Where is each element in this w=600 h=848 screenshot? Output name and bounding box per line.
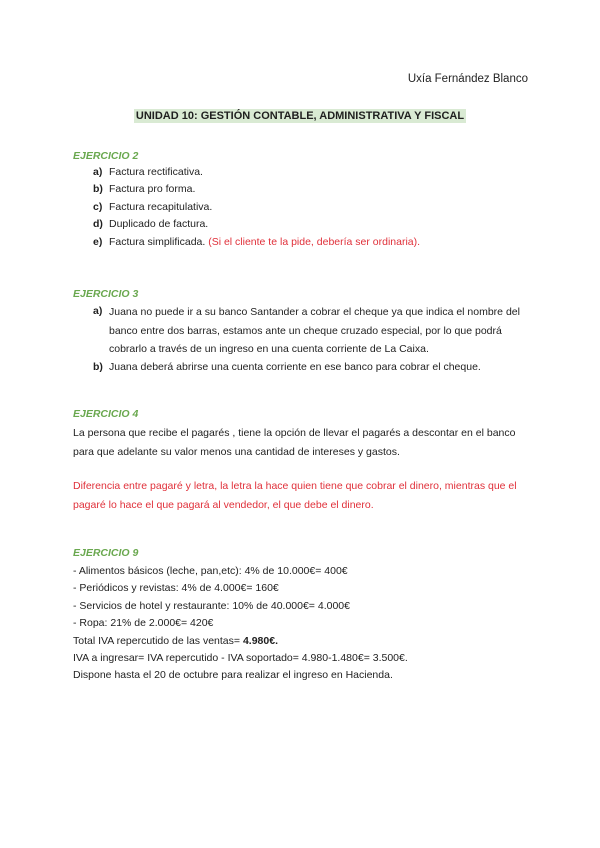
ex9-lines — [73, 563, 523, 685]
ex2-list — [93, 164, 520, 251]
document-title: UNIDAD 10: GESTIÓN CONTABLE, ADMINISTRATIVA Y FISCAL — [135, 110, 465, 122]
list-item: e) Factura simplificada. (Si el cliente te la pide, debería ser ordinaria). — [93, 235, 421, 248]
ex4-note: Diferencia entre pagaré y letra, la letra la hace quien tiene que cobrar el dinero, mientras que el pagaré lo hace el que pagará al vendedor, el que debe el dinero. — [73, 480, 517, 511]
ex9-dispone: Dispone hasta el 20 de octubre para realizar el ingreso en Hacienda. — [73, 669, 393, 682]
list-item: b) Factura pro forma. — [93, 183, 196, 196]
ex3-heading: EJERCICIO 3 — [73, 288, 139, 300]
title-container — [0, 109, 600, 123]
ex9-total: Total IVA repercutido de las ventas= 4.980€. — [73, 634, 278, 647]
ex3-list — [93, 303, 520, 376]
ex9-heading: EJERCICIO 9 — [73, 547, 139, 559]
ex2-heading: EJERCICIO 2 — [73, 150, 139, 162]
ex9-line: - Periódicos y revistas: 4% de 4.000€= 160€ — [73, 582, 279, 595]
ex4-paragraph: La persona que recibe el pagarés , tiene la opción de llevar el pagarés a descontar en el banco para que adelante su valor menos una cantidad de intereses y gastos. — [73, 427, 516, 458]
ex4-heading: EJERCICIO 4 — [73, 408, 139, 420]
list-item: c) Factura recapitulativa. — [93, 200, 213, 213]
ex9-line: - Servicios de hotel y restaurante: 10% de 40.000€= 4.000€ — [73, 599, 350, 612]
list-item: a) Factura rectificativa. — [93, 166, 203, 178]
list-item: d) Duplicado de factura. — [93, 218, 209, 231]
list-item: a) Juana no puede ir a su banco Santander a cobrar el cheque ya que indica el nombre del banco entre dos barras, estamos ante un cheque cruzado especial, por lo que podrá cobrarlo a través de un ingreso en una cuenta corriente de La Caixa. — [93, 305, 520, 356]
ex9-ingresar: IVA a ingresar= IVA repercutido - IVA soportado= 4.980-1.480€= 3.500€. — [73, 652, 408, 665]
author-name: Uxía Fernández Blanco — [407, 73, 528, 85]
ex9-total-value: 4.980€. — [242, 634, 278, 647]
ex2-note: (Si el cliente te la pide, debería ser ordinaria). — [208, 235, 421, 248]
list-item: b) Juana deberá abrirse una cuenta corriente en ese banco para cobrar el cheque. — [93, 360, 481, 373]
ex9-line: - Ropa: 21% de 2.000€= 420€ — [73, 617, 214, 630]
ex9-line: - Alimentos básicos (leche, pan,etc): 4% de 10.000€= 400€ — [73, 565, 348, 577]
